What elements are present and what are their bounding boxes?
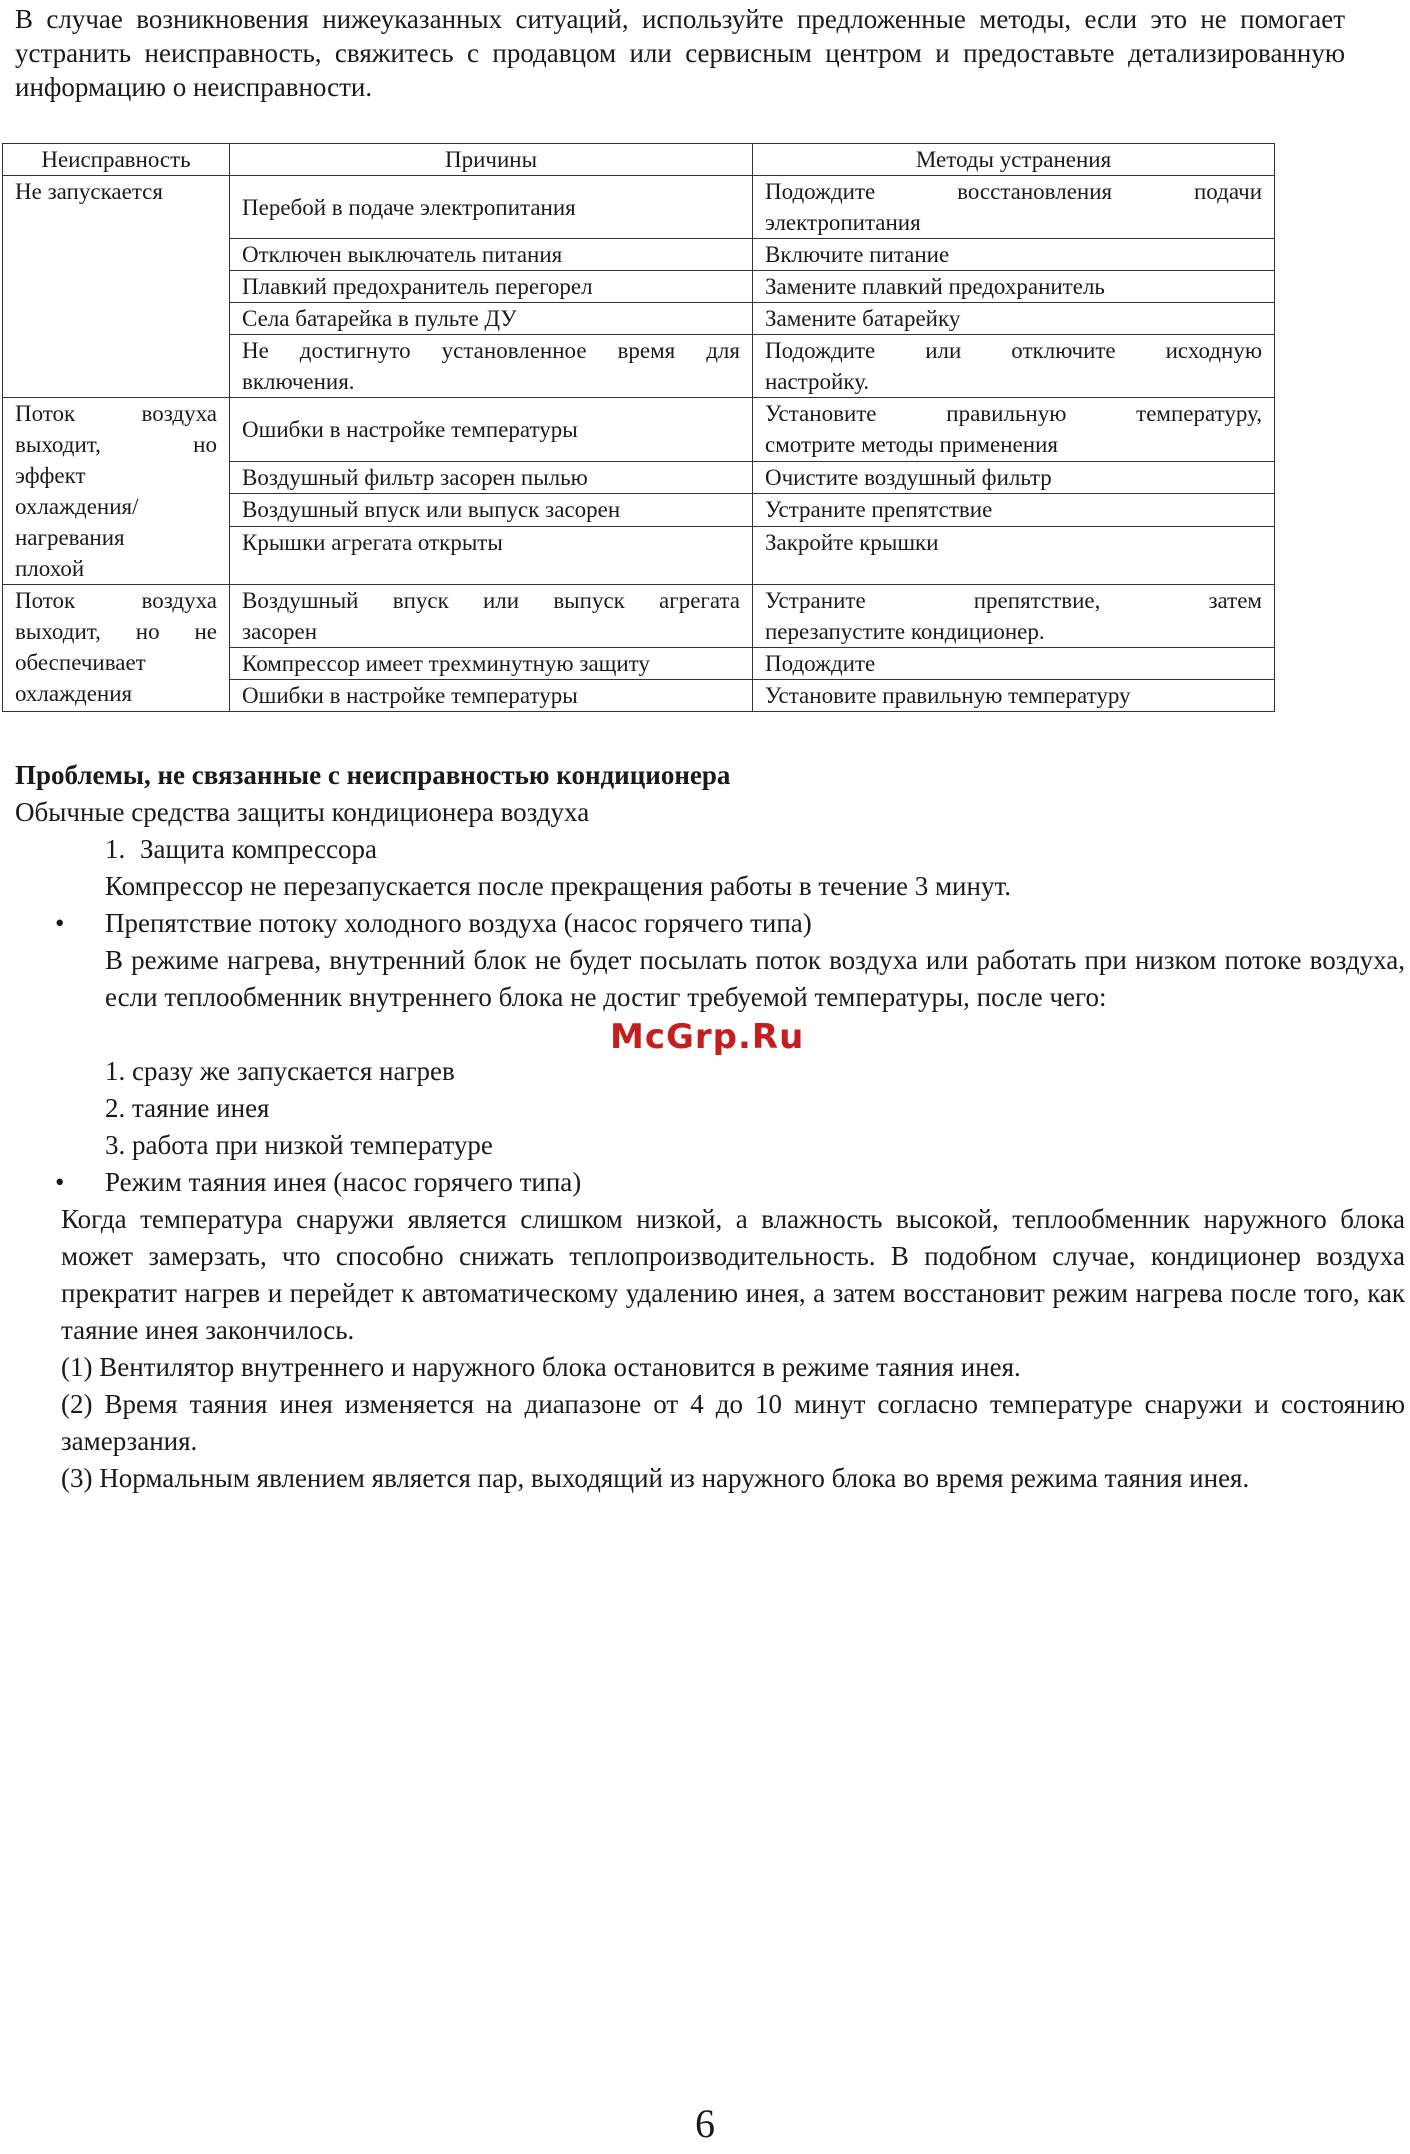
table-row [3,176,1275,239]
fault-line: Поток воздуха [15,401,217,426]
intro-paragraph: В случае возникновения нижеуказанных ситуаций, используйте предложенные методы, если это не помогает устранить неисправность, свяжитесь с продавцом или сервисным центром и предоставьте детализированную информацию о неисправности. [15,4,1345,102]
method-cell: Включите питание [753,239,1275,271]
method-cell: Устраните препятствие [753,494,1275,527]
note-item: (2) Время таяния инея изменяется на диапазоне от 4 до 10 минут согласно температуре снаружи и состоянию замерзания. [61,1389,1405,1456]
method-line: Подождите восстановления подачи [765,179,1262,204]
section-subtitle: Обычные средства защиты кондиционера воздуха [15,797,590,827]
header-cause: Причины [230,144,753,176]
fault-line: охлаждения [15,681,133,706]
cause-cell: Ошибки в настройке температуры [230,680,753,712]
fault-line: охлаждения/ [15,494,139,519]
watermark-logo: McGrp.Ru [610,1017,805,1057]
note-item: (1) Вентилятор внутреннего и наружного блока остановится в режиме таяния инея. [61,1352,1021,1382]
table-row [3,398,1275,462]
method-line: Устраните препятствие, затем [765,588,1262,613]
note-item: (3) Нормальным явлением является пар, выходящий из наружного блока во время режима таяния инея. [61,1463,1250,1493]
cause-cell: Ошибки в настройке температуры [230,398,753,462]
cause-cell: Воздушный фильтр засорен пылью [230,461,753,494]
cause-line: Воздушный впуск или выпуск агрегата [242,588,740,613]
method-line: Установите правильную температуру, [765,401,1262,426]
bullet-dot: • [55,908,65,938]
method-line: смотрите методы применения [765,432,1058,457]
cause-cell: Плавкий предохранитель перегорел [230,271,753,303]
method-line: настройку. [765,369,870,394]
bullet1-text: В режиме нагрева, внутренний блок не будет посылать поток воздуха или работать при низком потоке воздуха, если теплообменник внутреннего блока не достиг требуемой температуры, после чего: [105,945,1405,1012]
cause-cell: Крышки агрегата открыты [230,527,753,585]
cause-line: включения. [242,369,355,394]
method-cell: Подождите [753,648,1275,680]
method-cell [753,176,1275,239]
table-header-row [3,144,1275,176]
method-line: электропитания [765,210,921,235]
item1-number: 1. [105,834,126,864]
bullet1-title: Препятствие потоку холодного воздуха (насос горячего типа) [105,908,812,938]
cause-cell [230,585,753,648]
cause-cell: Перебой в подаче электропитания [230,176,753,239]
header-fault: Неисправность [3,144,230,176]
method-cell [753,398,1275,462]
fault-line: плохой [15,556,85,581]
cause-cell [230,335,753,398]
bullet-dot: • [55,1167,65,1197]
item1-title: Защита компрессора [140,834,377,864]
bullet2-title: Режим таяния инея (насос горячего типа) [105,1167,582,1197]
cause-line: засорен [242,619,318,644]
cause-cell: Села батарейка в пульте ДУ [230,303,753,335]
method-cell [753,585,1275,648]
cause-cell: Отключен выключатель питания [230,239,753,271]
fault-cell: Не запускается [3,176,230,398]
section-title: Проблемы, не связанные с неисправностью кондиционера [15,760,731,790]
method-line: Подождите или отключите исходную [765,338,1262,363]
bullet1-list-item: 3. работа при низкой температуре [105,1130,493,1160]
header-method: Методы устранения [753,144,1275,176]
method-cell: Замените батарейку [753,303,1275,335]
method-cell: Замените плавкий предохранитель [753,271,1275,303]
troubleshooting-table [2,143,1275,712]
fault-line: выходит, но [15,432,217,457]
table-row [3,585,1275,648]
fault-line: обеспечивает [15,650,146,675]
bullet1-list-item: 2. таяние инея [105,1093,270,1123]
fault-line: выходит, но не [15,619,217,644]
page-number: 6 [695,2101,715,2146]
bullet2-text: Когда температура снаружи является слишком низкой, а влажность высокой, теплообменник наружного блока может замерзать, что способно снижать теплопроизводительность. В подобном случае, кондиционер воздуха прекратит нагрев и перейдет к автоматическому удалению инея, а затем восстановит режим нагрева после того, как таяние инея закончилось. [61,1204,1405,1345]
fault-cell [3,585,230,712]
method-line: перезапустите кондиционер. [765,619,1045,644]
method-cell [753,335,1275,398]
bullet1-list-item: 1. сразу же запускается нагрев [105,1056,455,1086]
cause-line: Не достигнуто установленное время для [242,338,740,363]
fault-line: эффект [15,463,86,488]
fault-cell [3,398,230,585]
method-cell: Закройте крышки [753,527,1275,585]
item1-text: Компрессор не перезапускается после прекращения работы в течение 3 минут. [105,871,1011,901]
fault-line: нагревания [15,525,125,550]
method-cell: Установите правильную температуру [753,680,1275,712]
fault-line: Поток воздуха [15,588,217,613]
cause-cell: Воздушный впуск или выпуск засорен [230,494,753,527]
cause-cell: Компрессор имеет трехминутную защиту [230,648,753,680]
method-cell: Очистите воздушный фильтр [753,461,1275,494]
